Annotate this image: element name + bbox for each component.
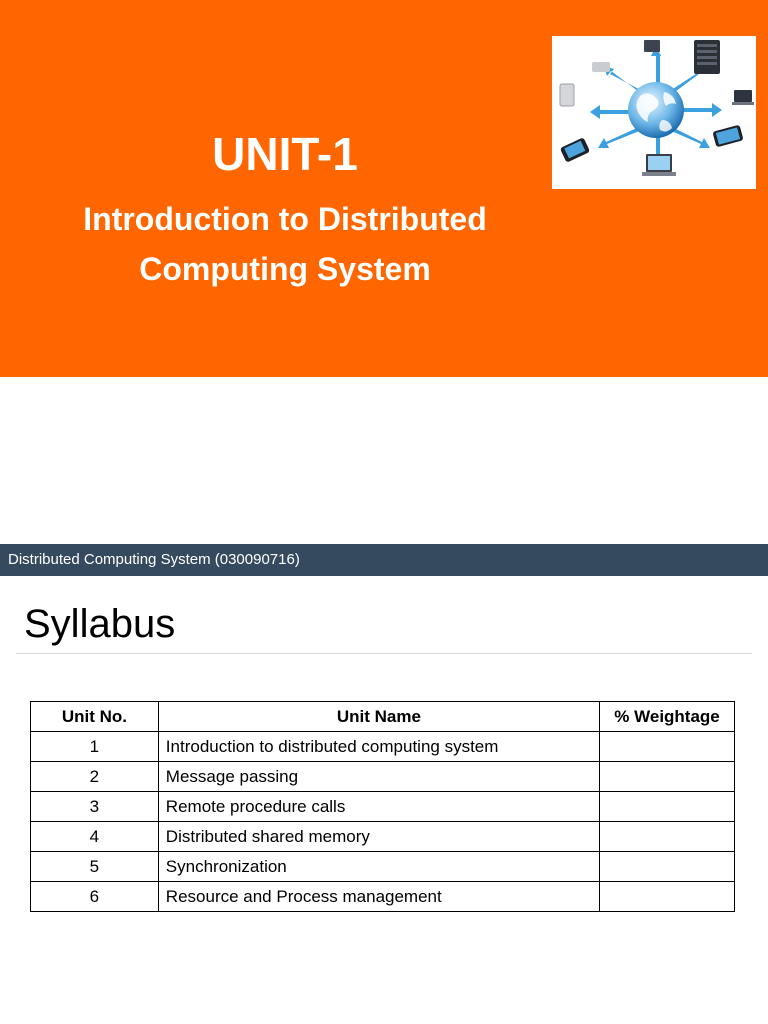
network-globe-icon	[552, 36, 756, 189]
header-unit-no: Unit No.	[31, 702, 159, 732]
slide-subtitle	[40, 194, 530, 294]
header-unit-name: Unit Name	[158, 702, 599, 732]
cell-weightage	[600, 792, 735, 822]
cell-weightage	[600, 732, 735, 762]
syllabus-heading: Syllabus	[24, 602, 176, 646]
cell-weightage	[600, 852, 735, 882]
cell-weightage	[600, 882, 735, 912]
subtitle-line-2: Computing System	[139, 251, 431, 287]
cell-unit-no: 1	[31, 732, 159, 762]
table-row	[31, 762, 735, 792]
header-weightage: % Weightage	[600, 702, 735, 732]
title-slide	[0, 0, 768, 377]
cell-unit-name: Synchronization	[158, 852, 599, 882]
table-row	[31, 882, 735, 912]
cell-weightage	[600, 822, 735, 852]
cell-unit-no: 6	[31, 882, 159, 912]
syllabus-table	[30, 701, 735, 912]
course-footer-bar: Distributed Computing System (030090716)	[0, 544, 768, 576]
unit-title: UNIT-1	[212, 128, 358, 180]
table-row	[31, 732, 735, 762]
cell-unit-name: Remote procedure calls	[158, 792, 599, 822]
cell-unit-no: 5	[31, 852, 159, 882]
cell-unit-no: 4	[31, 822, 159, 852]
subtitle-line-1: Introduction to Distributed	[83, 201, 487, 237]
cell-weightage	[600, 762, 735, 792]
cell-unit-no: 2	[31, 762, 159, 792]
table-row	[31, 822, 735, 852]
cell-unit-no: 3	[31, 792, 159, 822]
cell-unit-name: Resource and Process management	[158, 882, 599, 912]
table-row	[31, 852, 735, 882]
heading-divider	[16, 653, 752, 654]
cell-unit-name: Distributed shared memory	[158, 822, 599, 852]
table-row	[31, 792, 735, 822]
cell-unit-name: Introduction to distributed computing system	[158, 732, 599, 762]
cell-unit-name: Message passing	[158, 762, 599, 792]
table-header-row	[31, 702, 735, 732]
